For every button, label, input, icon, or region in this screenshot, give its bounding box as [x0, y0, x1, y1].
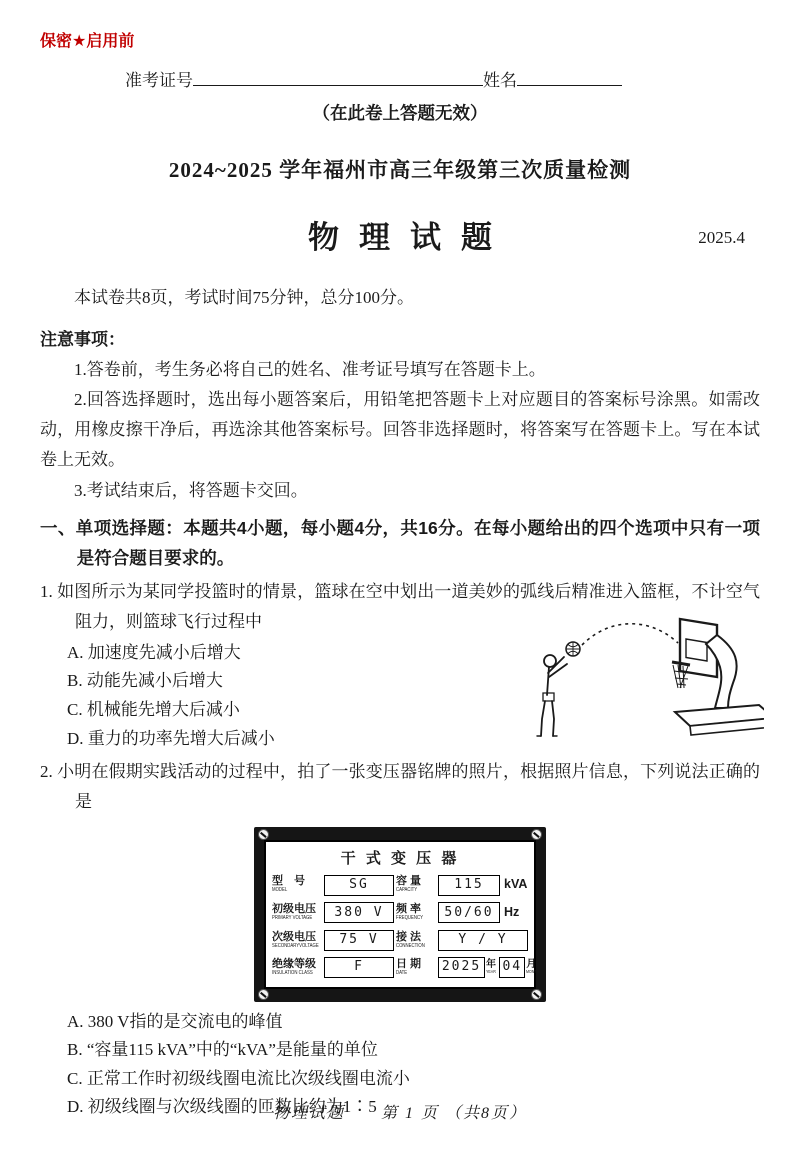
primary-voltage-box: 380 V [324, 902, 394, 923]
trajectory-dashed-arc [582, 624, 678, 645]
notes-heading: 注意事项： [40, 329, 125, 349]
page-footer: 物理试题 第 1 页 （共8页） [272, 1105, 527, 1122]
capacity-unit: kVA [504, 877, 528, 892]
name-blank [517, 69, 622, 86]
question-2-stem: 2. 小明在假期实践活动的过程中，拍了一张变压器铭牌的照片，根据照片信息，下列说法正确的是 [40, 762, 760, 811]
q1-option-a: A. 加速度先减小后增大 [67, 642, 241, 662]
admission-number-blank [193, 69, 483, 86]
screw-icon [258, 989, 269, 1000]
model-value-box: SG [324, 875, 394, 896]
q1-option-c: C. 机械能先增大后减小 [67, 699, 240, 719]
hoop-base [675, 705, 764, 735]
note-item-3: 3.考试结束后，将答题卡交回。 [74, 480, 308, 500]
note-item-1: 1.答卷前，考生务必将自己的姓名、准考证号填写在答题卡上。 [74, 359, 546, 379]
screw-icon [531, 989, 542, 1000]
registration-row [40, 66, 760, 96]
date-label: 日 期 DATE [396, 957, 422, 976]
exam-session-title: 2024~2025 学年福州市高三年级第三次质量检测 [168, 158, 632, 183]
frequency-unit: Hz [504, 904, 520, 919]
model-label: 型 号 MODEL [272, 875, 305, 894]
player-figure [537, 655, 567, 736]
frequency-box: 50/60 [438, 902, 500, 923]
section-one-heading: 一、单项选择题：本题共4小题，每小题4分，共16分。在每小题给出的四个选项中只有一项是符合题目要求的。 [40, 517, 760, 568]
admission-number-label: 准考证号 [125, 71, 193, 90]
insulation-label: 绝缘等级 INSULATION CLASS [272, 957, 316, 976]
basketball-icon [566, 642, 580, 656]
nameplate-panel [264, 840, 540, 989]
nameplate-title: 干 式 变 压 器 [340, 849, 460, 867]
secondary-voltage-box: 75 V [324, 930, 394, 951]
security-notice: 保密★启用前 [40, 33, 135, 50]
date-cell [438, 957, 540, 978]
capacity-label: 容 量 CAPACITY [396, 875, 422, 894]
q2-option-a: A. 380 V指的是交流电的峰值 [67, 1011, 283, 1031]
name-label: 姓名 [483, 71, 517, 90]
capacity-value-box: 115 [438, 875, 500, 896]
subject-title: 物理试题 [308, 220, 512, 256]
q2-option-c: C. 正常工作时初级线圈电流比次级线圈电流小 [67, 1068, 410, 1088]
note-item-2: 2.回答选择题时，选出每小题答案后，用铅笔把答题卡上对应题目的答案标号涂黑。如需改动，用橡皮擦干净后，再选涂其他答案标号。回答非选择题时，将答案写在答题卡上。写在本试卷上无效。 [40, 389, 760, 470]
q1-option-d: D. 重力的功率先增大后减小 [67, 728, 275, 748]
insulation-box: F [324, 957, 394, 978]
primary-voltage-label: 初级电压 PRIMARY VOLTAGE [272, 903, 316, 922]
basketball-shot-figure [512, 609, 764, 743]
connection-label: 接 法 CONNECTION [396, 930, 425, 949]
screw-icon [258, 829, 269, 840]
date-month-box: 04 [499, 957, 525, 978]
month-label: 月 MONTH [526, 959, 540, 975]
invalid-answer-notice: （在此卷上答题无效） [312, 102, 488, 123]
q1-option-b: B. 动能先减小后增大 [67, 671, 223, 691]
date-year-box: 2025 [438, 957, 485, 978]
subject-line [40, 211, 760, 257]
q2-option-b: B. “容量115 kVA”中的“kVA”是能量的单位 [67, 1040, 378, 1060]
question-1-stem: 1. 如图所示为某同学投篮时的情景，篮球在空中划出一道美妙的弧线后精准进入篮框，不计空气阻力，则篮球飞行过程中 [40, 582, 760, 632]
frequency-label: 频 率 FREQUENCY [396, 903, 423, 922]
year-label: 年 YEAR [486, 959, 496, 975]
connection-box: Y / Y [438, 930, 528, 951]
nameplate-grid [272, 874, 540, 978]
exam-date: 2025.4 [698, 228, 745, 248]
question-2 [40, 757, 760, 1122]
paper-info: 本试卷共8页，考试时间75分钟，总分100分。 [74, 288, 414, 308]
transformer-nameplate [254, 827, 546, 1002]
q2-option-d: D. 初级线圈与次级线圈的匝数比约为1∶5 [67, 1097, 377, 1117]
question-1 [40, 577, 760, 753]
secondary-voltage-label: 次级电压 SECONDARYVOLTAGE [272, 930, 319, 949]
screw-icon [531, 829, 542, 840]
